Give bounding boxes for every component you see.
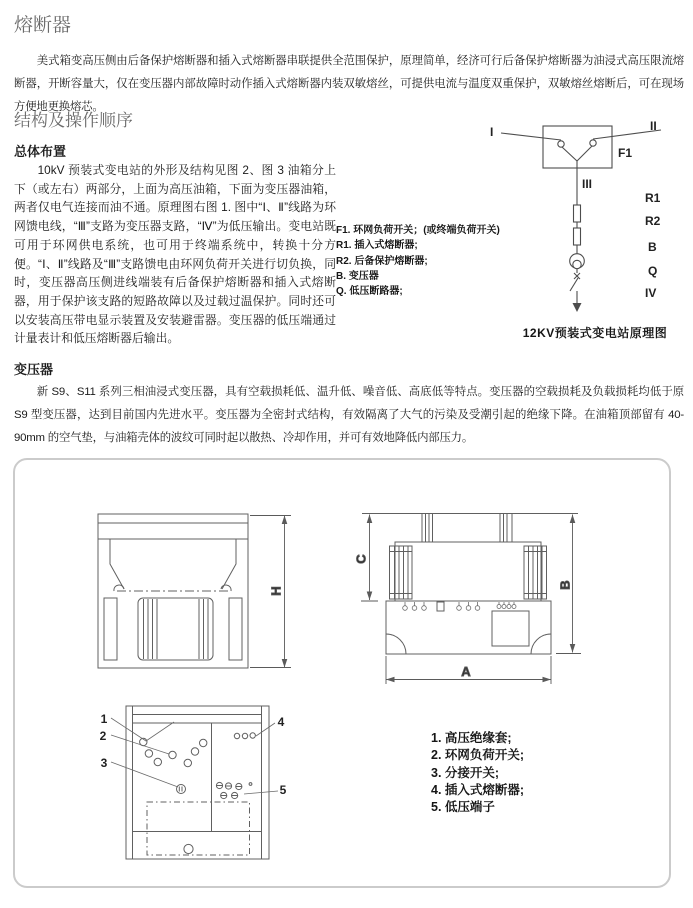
layout-paragraph: 10kV 预装式变电站的外形及结构见图 2、图 3 油箱分上下（或左右）两部分，上面为高压油箱，下面为变压器油箱，两者仅电气连接而油不通。原理图右图 1. 图中“Ⅰ、Ⅱ”线路为环网馈电线，“Ⅲ”支路为变压器支路，“Ⅳ”为低压输出。变电站既可用于环网供电系统，也可用于终端系统中，转换十分方便。“Ⅰ、Ⅱ”线路及“Ⅲ”支路馈电由环网负荷开关进行切负换，同时，变压器高压侧进线端装有后备保护熔断器和插入式熔断器，用于保护该支路的短路故障以及过载过温保护。同时还可以安装高压带电显示装置及安装避雷器。变压器的低压端通过计量表计和低压熔断器后输出。 [14, 163, 336, 346]
fuse-symbol-r2 [574, 228, 581, 245]
fuse-r1-label: R1 [645, 191, 661, 205]
output-iv-label: IV [645, 286, 657, 300]
tank-outline [126, 706, 269, 859]
dim-h-label: H [268, 586, 284, 596]
callout-4: 4 [277, 715, 285, 729]
callout-3: 3 [100, 756, 108, 770]
transformer-symbol [570, 254, 585, 269]
breaker-q-label: Q [648, 264, 658, 278]
callout-1: 1 [100, 712, 108, 726]
figure-legend [431, 730, 524, 816]
hv-bushing-circles [140, 738, 207, 766]
tank-top-view-drawing [93, 700, 315, 868]
lv-bushing-studs [403, 602, 516, 610]
dimension-a [386, 656, 551, 684]
circuit-legend-item: Q. 低压断路器; [336, 286, 403, 298]
callout-2: 2 [99, 729, 107, 743]
layout-subsection-title: 总体布置 [14, 144, 67, 159]
fuse-symbol-r1 [574, 205, 581, 222]
structure-section-title: 结构及操作顺序 [14, 111, 133, 130]
transformer-front-view-drawing [55, 505, 305, 680]
dim-a-label: A [461, 664, 471, 679]
dimension-h [250, 516, 291, 668]
callout-leader-lines [111, 718, 278, 794]
figure-legend-item: 3. 分接开关; [431, 765, 500, 780]
circuit-legend-item: R2. 后备保护熔断器; [336, 255, 428, 267]
transformer-section-title: 变压器 [14, 362, 54, 377]
figure-legend-item: 5. 低压端子 [431, 800, 495, 815]
circuit-legend-item: B. 变压器 [336, 270, 379, 282]
figure-legend-item: 4. 插入式熔断器; [431, 782, 525, 797]
front-view-outline [98, 514, 248, 668]
switch-f1-label: F1 [618, 146, 633, 160]
fuse-section-title: 熔断器 [14, 15, 72, 36]
dimension-c [353, 515, 378, 602]
feeder-ii-label: II [650, 119, 657, 133]
transformer-top-view-drawing [348, 498, 588, 690]
top-view-outline [362, 514, 578, 655]
fuse-circles [234, 733, 255, 739]
circuit-caption: 12KV预装式变电站原理图 [522, 326, 668, 340]
dim-b-label: B [557, 580, 573, 590]
dimension-b [556, 515, 581, 654]
transformer-b-label: B [648, 240, 657, 254]
tap-switch-circle [177, 785, 186, 794]
circuit-legend-item: F1. 环网负荷开关；(或终端负荷开关) [336, 225, 500, 236]
circuit-legend [336, 223, 500, 299]
branch-iii-label: III [582, 177, 593, 191]
breaker-symbol [570, 273, 582, 312]
callout-5: 5 [279, 783, 287, 797]
fuse-paragraph: 美式箱变高压侧由后备保护熔断器和插入式熔断器串联提供全范围保护，原理简单，经济可行后备保护熔断器为油浸式高压限流熔断器，开断容量大，仅在变压器内部故障时动作插入式熔断器内装双敏熔丝，可提供电流与温度双重保护，双敏熔丝熔断后，可在现场方便地更换熔芯。 [14, 55, 684, 113]
feeder-i-label: I [490, 125, 494, 139]
figure-legend-item: 1. 高压绝缘套; [431, 731, 512, 745]
lv-terminal-circles [216, 782, 252, 798]
fuse-r2-label: R2 [645, 214, 661, 228]
transformer-paragraph: 新 S9、S11 系列三相油浸式变压器，具有空载损耗低、温升低、噪音低、高底低等特点。变压器的空载损耗及负载损耗均低于原 S9 型变压器，达到目前国内先进水平。变压器为全密封式结构，有效隔离了大气的污染及受潮引起的绝缘下降。在油箱顶部留有 40-90mm 的空气垫，与油箱壳体的波纹可同时起以散热、冷却作用，并可有效地降低内部压力。 [14, 386, 684, 444]
circuit-legend-item: R1. 插入式熔断器; [336, 240, 418, 252]
ring-main-switch-symbol [501, 126, 661, 168]
dim-c-label: C [353, 554, 369, 564]
figure-legend-item: 2. 环网负荷开关; [431, 748, 525, 763]
